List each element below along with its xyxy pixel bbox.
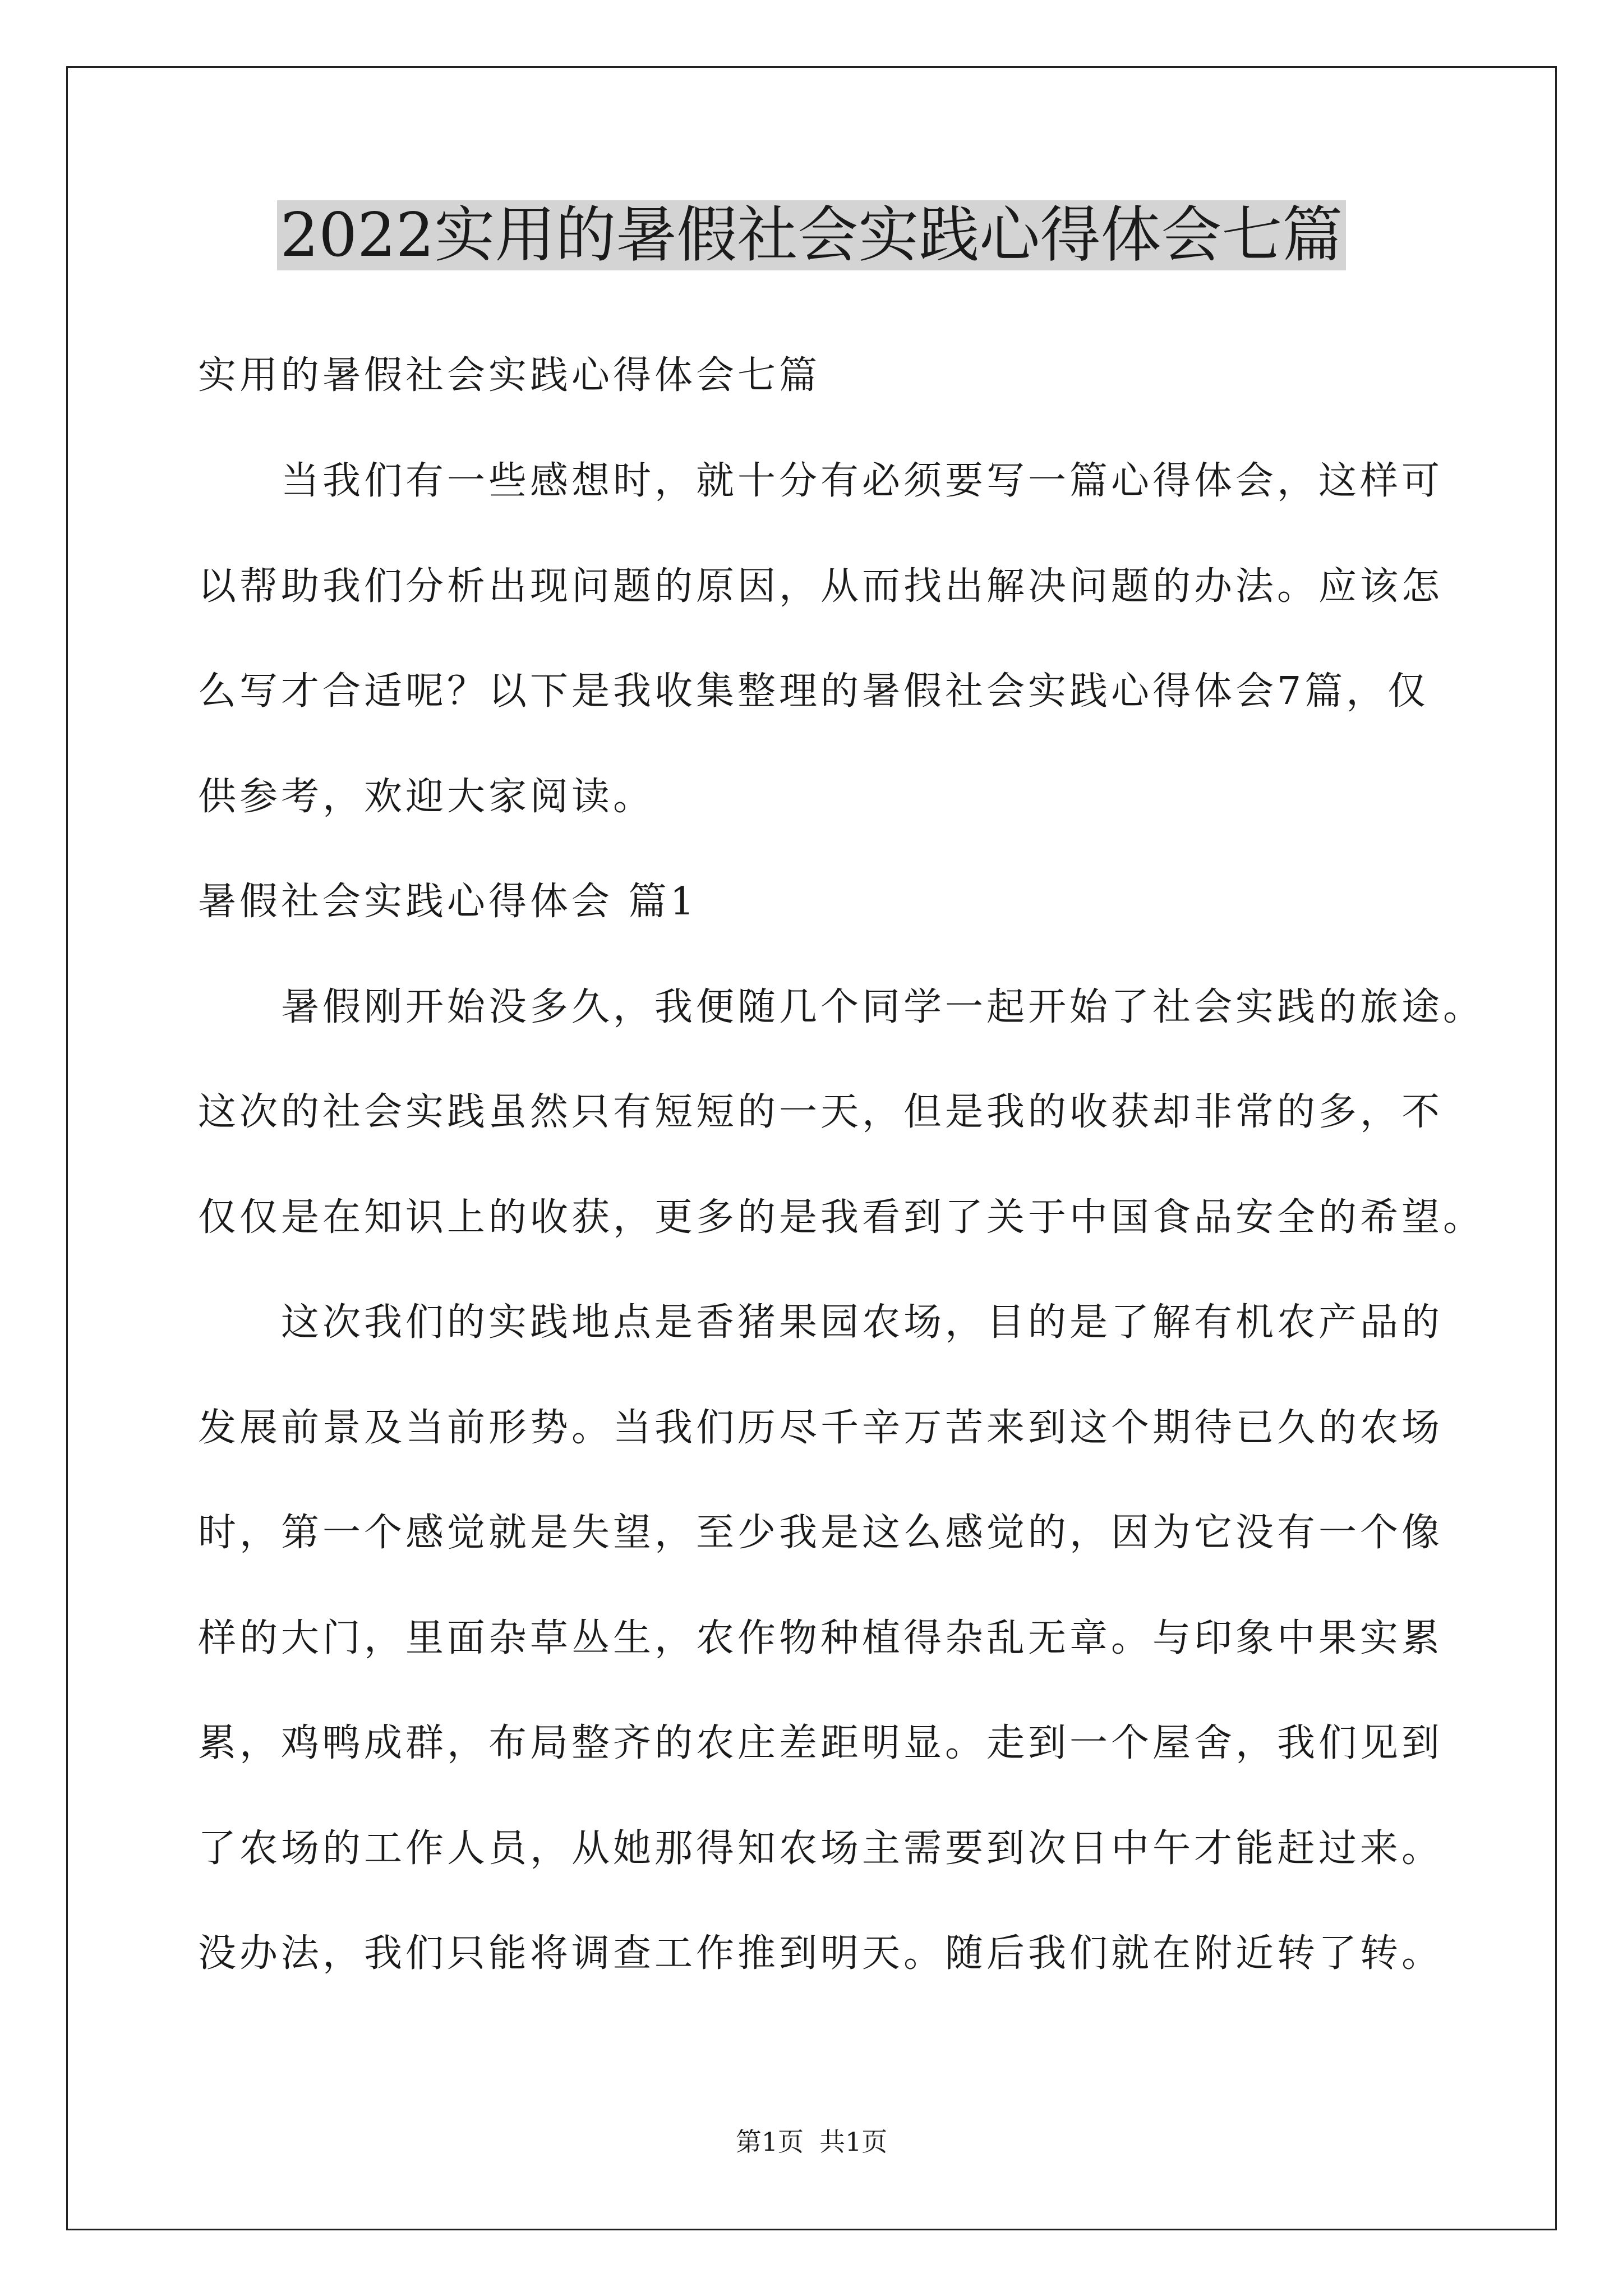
page-footer — [0, 2125, 1623, 2159]
page-total: 共1页 — [819, 2127, 888, 2157]
section-heading: 暑假社会实践心得体会 篇1 — [198, 880, 698, 924]
body-line: 了农场的工作人员，从她那得知农场主需要到次日中午才能赶过来。 — [198, 1826, 1444, 1871]
page-number: 第1页 — [735, 2127, 804, 2157]
document-title — [0, 194, 1623, 278]
body-line: 以帮助我们分析出现问题的原因，从而找出解决问题的办法。应该怎 — [198, 564, 1444, 609]
document-title-text: 2022实用的暑假社会实践心得体会七篇 — [277, 200, 1347, 270]
body-line: 暑假刚开始没多久，我便随几个同学一起开始了社会实践的旅途。 — [198, 985, 1485, 1029]
body-line: 这次的社会实践虽然只有短短的一天，但是我的收获却非常的多，不 — [198, 1090, 1444, 1134]
body-line: 当我们有一些感想时，就十分有必须要写一篇心得体会，这样可 — [198, 459, 1444, 503]
body-line: 供参考，欢迎大家阅读。 — [198, 775, 655, 819]
body-line: 么写才合适呢？以下是我收集整理的暑假社会实践心得体会7篇，仅 — [198, 669, 1430, 714]
body-line: 这次我们的实践地点是香猪果园农场，目的是了解有机农产品的 — [198, 1300, 1444, 1345]
body-line: 发展前景及当前形势。当我们历尽千辛万苦来到这个期待已久的农场 — [198, 1406, 1444, 1450]
body-line: 样的大门，里面杂草丛生，农作物种植得杂乱无章。与印象中果实累 — [198, 1616, 1444, 1660]
body-line: 时，第一个感觉就是失望，至少我是这么感觉的，因为它没有一个像 — [198, 1511, 1444, 1555]
body-line: 没办法，我们只能将调查工作推到明天。随后我们就在附近转了转。 — [198, 1931, 1444, 1976]
subtitle-line: 实用的暑假社会实践心得体会七篇 — [198, 353, 821, 398]
body-line: 累，鸡鸭成群，布局整齐的农庄差距明显。走到一个屋舍，我们见到 — [198, 1721, 1444, 1765]
body-line: 仅仅是在知识上的收获，更多的是我看到了关于中国食品安全的希望。 — [198, 1195, 1485, 1240]
